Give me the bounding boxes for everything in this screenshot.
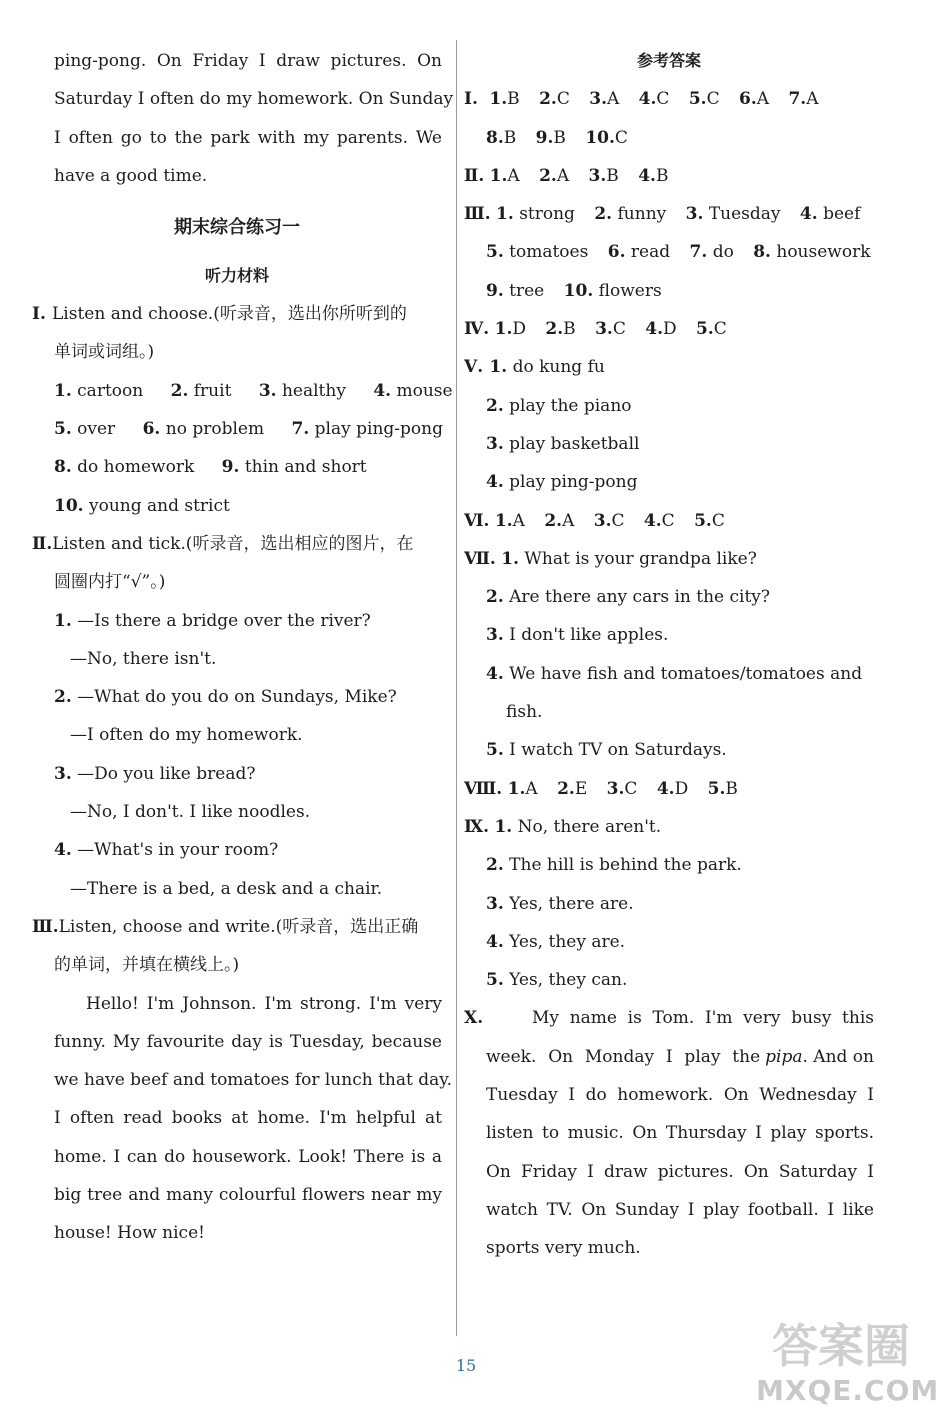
answer-value: C xyxy=(611,510,625,531)
item-text: cartoon xyxy=(77,380,144,401)
intro-line: I often go to the park with my parents. We xyxy=(54,127,442,148)
item-number: 3. xyxy=(486,433,504,454)
passage-line: home. I can do housework. Look! There is a xyxy=(54,1146,442,1167)
item-number: 3. xyxy=(606,778,625,799)
item-text: mouse xyxy=(396,380,453,401)
answer-value: A xyxy=(562,510,575,531)
item-number: 9. xyxy=(535,127,554,148)
answer-row xyxy=(464,808,874,846)
answer-value: C xyxy=(706,89,720,110)
answer-value: I watch TV on Saturdays. xyxy=(509,740,727,761)
item-text: young and strict xyxy=(88,495,230,516)
answer-value: A xyxy=(507,165,520,186)
item-number: 1. xyxy=(489,165,508,186)
answer-value: A xyxy=(512,510,525,531)
item-number: 10. xyxy=(563,280,594,301)
item-number: 3. xyxy=(486,893,504,914)
item-number: 5. xyxy=(486,970,504,991)
answer-roman: Ⅱ. xyxy=(464,165,485,186)
item-number: 4. xyxy=(656,778,675,799)
item-number: 4. xyxy=(799,204,818,225)
item-number: 1. xyxy=(494,816,513,837)
answer-row xyxy=(464,923,874,961)
answer-value: B xyxy=(553,127,566,148)
answer-value: strong xyxy=(519,204,575,225)
answer-roman: Ⅵ. xyxy=(464,510,490,531)
dialogue-text: —What do you do on Sundays, Mike? xyxy=(77,687,397,708)
answer-value: The hill is behind the park. xyxy=(509,855,742,876)
item-number: 2. xyxy=(170,380,189,401)
passage-text: . And on xyxy=(802,1046,874,1067)
answer-row xyxy=(464,655,874,693)
answer-row-cont: fish. xyxy=(506,702,543,723)
item-number: 4. xyxy=(486,663,504,684)
answer-value: A xyxy=(806,89,819,110)
part3-instruction xyxy=(32,908,442,946)
intro-line: have a good time. xyxy=(54,165,208,186)
answer-roman: Ⅹ. xyxy=(464,1008,484,1029)
item-number: 4. xyxy=(638,89,657,110)
item-number: 1. xyxy=(507,778,526,799)
answer-value: A xyxy=(606,89,620,110)
item-number: 3. xyxy=(258,380,277,401)
answer-value: I don't like apples. xyxy=(509,625,669,646)
item-number: 9. xyxy=(221,457,240,478)
answer-value: play the piano xyxy=(509,395,632,416)
watermark-logo xyxy=(756,1312,939,1412)
part2-instruction-cont: 圆圈内打“√”。) xyxy=(54,572,166,593)
dialogue-question xyxy=(32,602,442,640)
answer-value: beef xyxy=(823,204,861,225)
item-number: 5. xyxy=(694,510,712,531)
left-column xyxy=(32,42,454,1253)
passage-text: week. On Monday I play the xyxy=(486,1046,761,1067)
part2-instruction xyxy=(32,525,442,563)
answer-row xyxy=(464,348,874,386)
answer-row xyxy=(464,999,874,1037)
answer-row xyxy=(464,157,874,195)
answer-row xyxy=(464,846,874,884)
watermark-url: MXQE.COM xyxy=(756,1374,939,1407)
dialogue-answer: —No, I don't. I like noodles. xyxy=(70,802,311,823)
item-number: 3. xyxy=(588,165,607,186)
part3-roman: Ⅲ. xyxy=(32,916,59,937)
answer-row xyxy=(464,80,874,118)
part1-instruction-text: Listen and choose.(听录音，选出你所听到的 xyxy=(52,304,407,325)
item-number: 1. xyxy=(496,204,514,225)
answer-value: read xyxy=(630,242,671,263)
answer-row xyxy=(464,770,874,808)
answer-row xyxy=(464,233,874,271)
answer-row xyxy=(464,540,874,578)
item-number: 7. xyxy=(689,242,708,263)
part1-items-row xyxy=(32,448,442,486)
answer-value: B xyxy=(725,778,738,799)
item-text: no problem xyxy=(165,419,265,440)
item-text: fruit xyxy=(193,380,232,401)
answer-value: We have fish and tomatoes/tomatoes and xyxy=(509,663,863,684)
part1-instruction xyxy=(32,295,442,333)
dialogue-answer: —No, there isn't. xyxy=(70,648,217,669)
item-number: 2. xyxy=(486,587,504,608)
answer-value: Are there any cars in the city? xyxy=(509,587,770,608)
passage-line: sports very much. xyxy=(486,1238,641,1259)
answer-value: Tuesday xyxy=(708,204,781,225)
answer-row xyxy=(464,310,874,348)
item-number: 5. xyxy=(486,740,504,761)
item-number: 4. xyxy=(643,510,662,531)
item-number: 2. xyxy=(539,165,557,186)
dialogue-question xyxy=(32,831,442,869)
item-text: healthy xyxy=(281,380,346,401)
item-number: 1. xyxy=(494,510,513,531)
answer-value: D xyxy=(512,319,527,340)
item-number: 8. xyxy=(486,127,504,148)
answer-value: D xyxy=(663,319,677,340)
answer-value: C xyxy=(713,319,727,340)
passage-line xyxy=(464,1038,874,1076)
passage-line: big tree and many colourful flowers near my xyxy=(54,1185,442,1206)
part1-instruction-cont: 单词或词组。) xyxy=(54,342,155,363)
item-number: 6. xyxy=(142,419,161,440)
item-number: 4. xyxy=(373,380,392,401)
item-text: play ping-pong xyxy=(314,419,443,440)
item-number: 10. xyxy=(585,127,615,148)
answer-row xyxy=(464,885,874,923)
answer-value: funny xyxy=(617,204,667,225)
answer-value: C xyxy=(656,89,670,110)
item-number: 1. xyxy=(494,319,513,340)
intro-line: Saturday I often do my homework. On Sunday xyxy=(54,89,454,110)
item-number: 1. xyxy=(501,548,519,569)
answer-value: D xyxy=(674,778,689,799)
item-text: do homework xyxy=(77,457,195,478)
dialogue-question xyxy=(32,678,442,716)
answer-value: play ping-pong xyxy=(509,472,638,493)
answer-value: Yes, they can. xyxy=(509,970,628,991)
passage-line: watch TV. On Sunday I play football. I like xyxy=(486,1199,874,1220)
answer-value: B xyxy=(563,319,576,340)
passage-line: On Friday I draw pictures. On Saturday I xyxy=(486,1161,874,1182)
answer-value: tomatoes xyxy=(509,242,589,263)
answer-row xyxy=(464,731,874,769)
item-number: 3. xyxy=(589,89,607,110)
passage-line: house! How nice! xyxy=(54,1223,205,1244)
item-number: 2. xyxy=(594,204,613,225)
passage-italic: pipa xyxy=(765,1046,803,1067)
answer-row xyxy=(464,387,874,425)
watermark-icon xyxy=(756,1312,926,1376)
item-number: 2. xyxy=(54,687,72,708)
answer-value: C xyxy=(661,510,675,531)
dialogue-answer: —There is a bed, a desk and a chair. xyxy=(70,878,383,899)
answer-row xyxy=(464,463,874,501)
part1-roman: Ⅰ. xyxy=(32,304,46,325)
column-divider xyxy=(456,40,457,1336)
answer-value: What is your grandpa like? xyxy=(524,548,757,569)
answer-row xyxy=(464,578,874,616)
answer-value: No, there aren't. xyxy=(517,816,662,837)
item-number: 6. xyxy=(739,89,757,110)
item-number: 7. xyxy=(291,419,310,440)
answer-row xyxy=(464,616,874,654)
answer-value: flowers xyxy=(598,280,662,301)
answer-value: A xyxy=(756,89,770,110)
item-number: 3. xyxy=(685,204,704,225)
answer-value: play basketball xyxy=(509,433,640,454)
listening-subtitle: 听力材料 xyxy=(204,266,269,286)
answer-roman: Ⅸ. xyxy=(464,816,490,837)
answer-value: A xyxy=(556,165,570,186)
item-number: 2. xyxy=(539,89,557,110)
item-number: 4. xyxy=(486,472,504,493)
answer-row xyxy=(464,425,874,463)
dialogue-text: —Do you like bread? xyxy=(77,763,256,784)
item-number: 7. xyxy=(788,89,807,110)
item-number: 2. xyxy=(486,855,504,876)
passage-line: we have beef and tomatoes for lunch that day. xyxy=(54,1070,452,1091)
answer-value: C xyxy=(614,127,628,148)
answer-row xyxy=(464,272,874,310)
answers-title: 参考答案 xyxy=(636,51,701,70)
part3-instruction-text: Listen, choose and write.(听录音，选出正确 xyxy=(58,916,419,937)
item-number: 1. xyxy=(54,610,72,631)
answer-roman: Ⅳ. xyxy=(464,319,490,340)
item-number: 1. xyxy=(489,357,508,378)
item-number: 2. xyxy=(557,778,575,799)
item-number: 2. xyxy=(544,510,563,531)
passage-line: My name is Tom. I'm very busy this xyxy=(532,1008,874,1029)
item-number: 5. xyxy=(54,419,72,440)
item-number: 1. xyxy=(54,380,72,401)
part1-items-row xyxy=(32,410,442,448)
item-number: 4. xyxy=(638,165,656,186)
item-number: 5. xyxy=(486,242,504,263)
passage-line: Tuesday I do homework. On Wednesday I xyxy=(486,1085,874,1106)
watermark-chars: 答案圈 xyxy=(772,1319,910,1373)
answer-value: E xyxy=(574,778,588,799)
item-number: 3. xyxy=(54,763,72,784)
passage-line: Hello! I'm Johnson. I'm strong. I'm very xyxy=(86,993,442,1014)
dialogue-answer: —I often do my homework. xyxy=(70,725,303,746)
page-number: 15 xyxy=(455,1356,477,1375)
answer-value: Yes, they are. xyxy=(509,931,626,952)
answer-value: do xyxy=(712,242,734,263)
item-number: 1. xyxy=(489,89,508,110)
item-number: 6. xyxy=(607,242,626,263)
part3-instruction-cont: 的单词，并填在横线上。) xyxy=(54,955,240,976)
answer-row xyxy=(464,502,874,540)
dialogue-text: —Is there a bridge over the river? xyxy=(77,610,371,631)
section-title: 期末综合练习一 xyxy=(174,217,300,239)
answer-value: do kung fu xyxy=(512,357,605,378)
answer-row xyxy=(464,195,874,233)
answer-roman: Ⅴ. xyxy=(464,357,484,378)
passage-line: funny. My favourite day is Tuesday, because xyxy=(54,1031,442,1052)
answer-roman: Ⅰ. xyxy=(464,89,478,110)
answer-roman: Ⅷ. xyxy=(464,778,503,799)
item-number: 5. xyxy=(707,778,726,799)
right-column xyxy=(464,42,874,1268)
answer-row xyxy=(464,119,874,157)
answer-value: B xyxy=(606,165,619,186)
item-number: 2. xyxy=(545,319,564,340)
passage-line: listen to music. On Thursday I play sports. xyxy=(486,1123,874,1144)
item-number: 5. xyxy=(688,89,707,110)
item-number: 5. xyxy=(696,319,714,340)
item-number: 2. xyxy=(486,395,504,416)
answer-value: B xyxy=(655,165,669,186)
answer-roman: Ⅲ. xyxy=(464,204,491,225)
answer-roman: Ⅶ. xyxy=(464,548,496,569)
answer-row xyxy=(464,961,874,999)
answer-value: A xyxy=(525,778,538,799)
part1-items-row xyxy=(32,372,453,410)
part1-items-row xyxy=(32,487,442,525)
intro-line: ping-pong. On Friday I draw pictures. On xyxy=(54,51,442,71)
answer-value: B xyxy=(507,89,520,110)
answer-value: C xyxy=(612,319,626,340)
answer-value: tree xyxy=(509,280,545,301)
item-number: 8. xyxy=(54,457,72,478)
item-number: 3. xyxy=(595,319,613,340)
item-text: thin and short xyxy=(244,457,367,478)
answer-value: housework xyxy=(776,242,871,263)
dialogue-question xyxy=(32,755,442,793)
dialogue-text: —What's in your room? xyxy=(77,840,279,861)
passage-line: I often read books at home. I'm helpful at xyxy=(54,1108,442,1129)
item-number: 4. xyxy=(486,931,504,952)
item-number: 4. xyxy=(54,840,72,861)
answer-value: C xyxy=(624,778,638,799)
answer-value: C xyxy=(711,510,725,531)
part2-roman: Ⅱ. xyxy=(32,533,53,554)
item-number: 3. xyxy=(593,510,612,531)
part2-instruction-text: Listen and tick.(听录音，选出相应的图片，在 xyxy=(52,533,414,554)
item-number: 8. xyxy=(753,242,771,263)
answer-value: B xyxy=(503,127,517,148)
item-number: 10. xyxy=(54,495,84,516)
answer-value: C xyxy=(556,89,570,110)
item-number: 4. xyxy=(645,319,663,340)
item-number: 3. xyxy=(486,625,504,646)
item-text: over xyxy=(77,419,116,440)
answer-value: Yes, there are. xyxy=(509,893,634,914)
item-number: 9. xyxy=(486,280,504,301)
passage-text-wrap xyxy=(765,1038,874,1076)
